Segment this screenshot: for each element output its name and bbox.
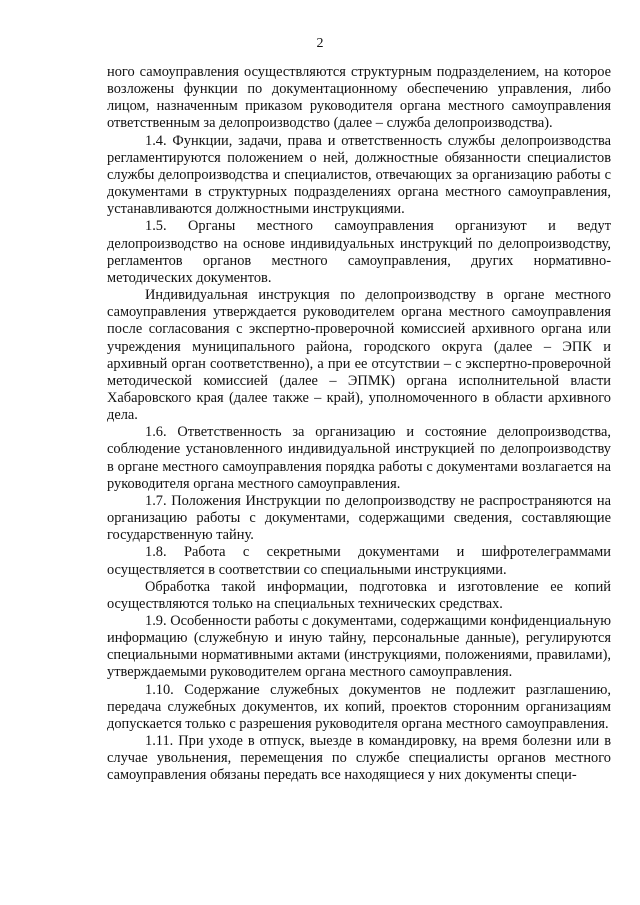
paragraph-1-8: 1.8. Работа с секретными документами и шифротелеграммами осуществляется в соответствии со специальными инструкциями. [107, 544, 611, 578]
document-body [107, 64, 611, 785]
paragraph-1-8-processing: Обработка такой информации, подготовка и изготовление ее копий осуществляются только на специальных технических средствах. [107, 578, 611, 612]
paragraph-1-7: 1.7. Положения Инструкции по делопроизводству не распространяются на организацию работы с документами, содержащими сведения, составляющие государственную тайну. [107, 492, 611, 544]
paragraph-1-11: 1.11. При уходе в отпуск, выезде в командировку, на время болезни или в случае увольнения, перемещения по службе специалисты органов местного самоуправления обязаны передать все находящиеся у них документы специ- [107, 733, 611, 784]
paragraph-continuation: ного самоуправления осуществляются структурным подразделением, на которое возложены функции по документационному обеспечению управления, либо лицом, назначенным приказом руководителя органа местного самоуправления ответственным за делопроизводство (далее – служба делопроизводства). [107, 64, 611, 132]
paragraph-1-6: 1.6. Ответственность за организацию и состояние делопроизводства, соблюдение установленного индивидуальной инструкцией по делопроизводству в органе местного самоуправления порядка работы с документами возлагается на руководителя органа местного самоуправления. [107, 424, 611, 492]
page-number: 2 [316, 36, 324, 51]
paragraph-1-10: 1.10. Содержание служебных документов не подлежит разглашению, передача служебных документов, их копий, проектов сторонним организациям допускается только с разрешения руководителя органа местного самоуправления. [107, 681, 611, 732]
paragraph-1-9: 1.9. Особенности работы с документами, содержащими конфиденциальную информацию (служебную и иную тайну, персональные данные), регулируются специальными нормативными актами (инструкциями, положениями, правилами), утверждаемыми руководителем органа местного самоуправления. [107, 613, 611, 681]
paragraph-1-4: 1.4. Функции, задачи, права и ответственность службы делопроизводства регламентируются положением о ней, должностные обязанности специалистов службы делопроизводства и специалистов, отвечающих за организацию работы с документами в структурных подразделениях органа местного самоуправления, устанавливаются должностными инструкциями. [107, 132, 611, 218]
paragraph-1-5: 1.5. Органы местного самоуправления организуют и ведут делопроизводство на основе индивидуальных инструкций по делопроизводству, регламентов органов местного самоуправления, других нормативно-методических документов. [107, 218, 611, 286]
paragraph-1-5-individual-instruction: Индивидуальная инструкция по делопроизводству в органе местного самоуправления утверждается руководителем органа местного самоуправления после согласования с экспертно-проверочной комиссией архивного органа или учреждения муниципального района, городского округа (далее – ЭПК и архивный орган соответственно), а при ее отсутствии – с экспертно-проверочной методической комиссией (далее – ЭПМК) органа исполнительной власти Хабаровского края (далее также – край), уполномоченного в области архивного дела. [107, 287, 611, 424]
